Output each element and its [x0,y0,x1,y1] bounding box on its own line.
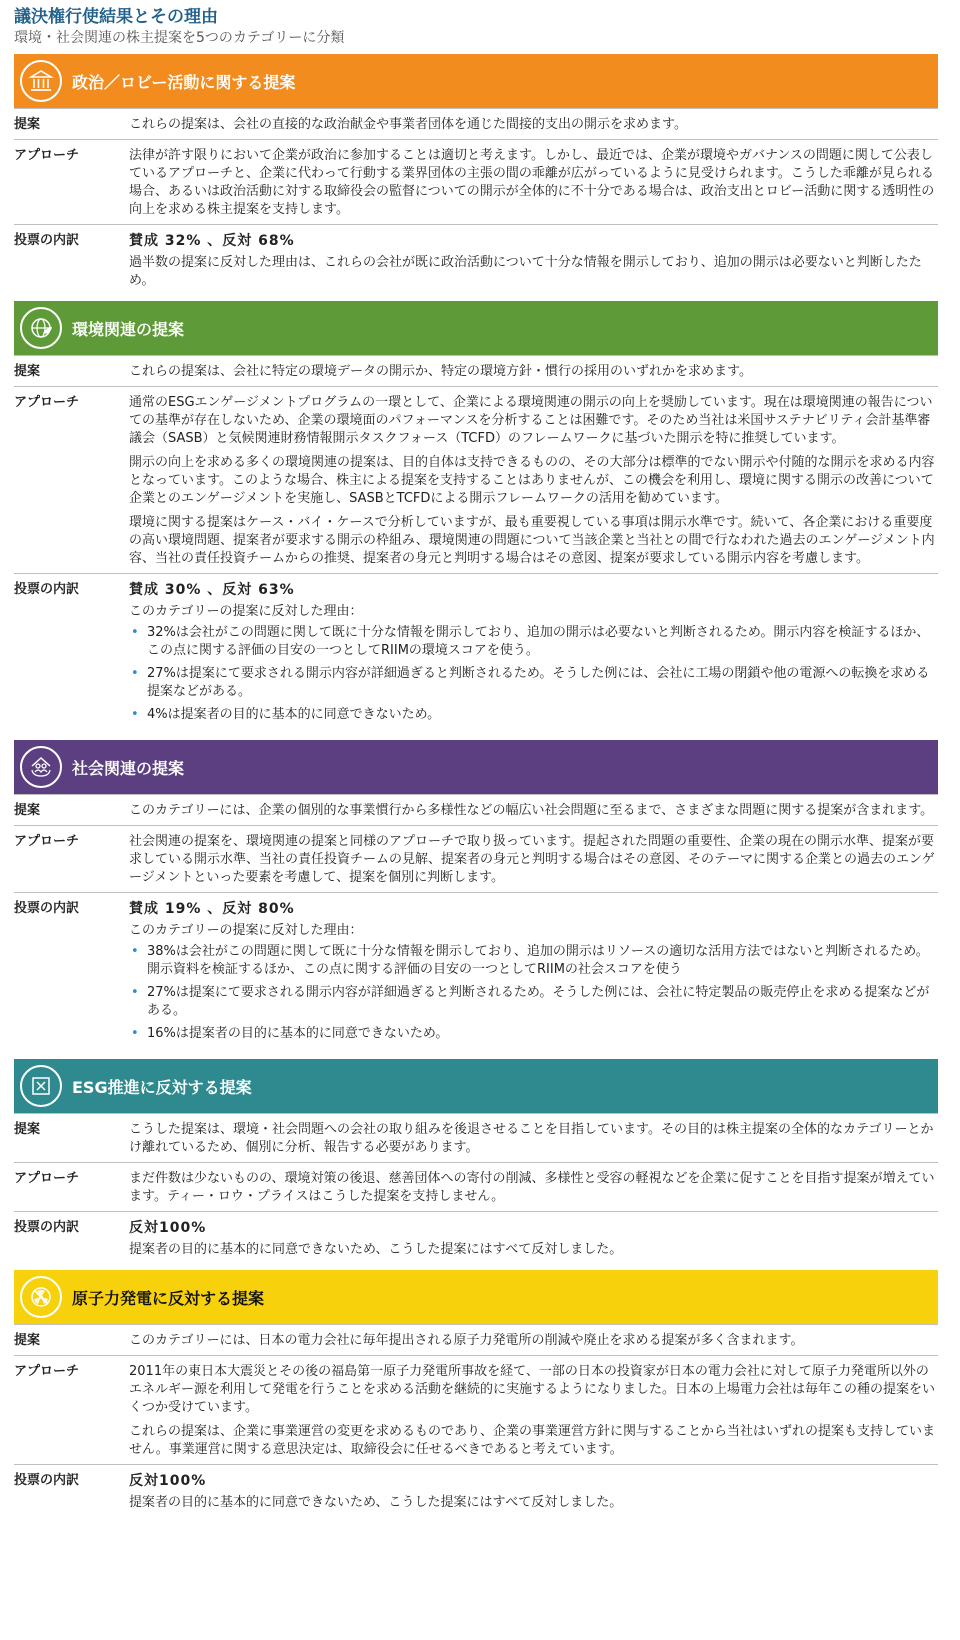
breakdown-label: 投票の内訳 [14,901,80,916]
approach-paragraph: これらの提案は、企業に事業運営の変更を求めるものであり、企業の事業運営方針に関与することから当社はいずれの提案も支持していません。事業運営に関する意思決定は、取締役会に任せるべきであると考えています。 [129,1424,936,1457]
breakdown-text [129,898,938,1048]
approach-text [129,831,938,887]
approach-label: アプローチ [14,148,80,163]
building-columns-icon [20,60,62,102]
proposal-text: これらの提案は、会社の直接的な政治献金や事業者団体を通じた間接的支出の開示を求めます。 [129,117,687,132]
approach-row [14,1356,938,1465]
vote-result: 反対100% [129,1473,207,1489]
approach-paragraph: 通常のESGエンゲージメントプログラムの一環として、企業による環境関連の開示の向上を奨励しています。現在は環境関連の報告についての基準が存在しないため、企業の環境面のパフォーマンスを分析することは困難です。そのため当社は米国サステナビリティ会計基準審議会（SASB）と気候関連財務情報開示タスクフォース（TCFD）のフレームワークに基づいた開示を特に推奨しています。 [129,395,933,446]
proposal-label: 提案 [14,1122,41,1137]
approach-label: アプローチ [14,1364,80,1379]
proposal-row [14,794,938,826]
approach-paragraph: 環境に関する提案はケース・バイ・ケースで分析していますが、最も重要視している事項は開示水準です。続いて、各企業における重要度の高い環境問題、提案者が要求する開示の枠組み、環境関連の問題について当該企業と当社との間で行なわれた過去のエンゲージメント内容、当社の責任投資チームからの推奨、提案者の身元と判明する場合はその意図、提案が要求している開示内容を考慮します。 [129,515,935,566]
proposal-row [14,1324,938,1356]
category-section [14,740,938,1053]
reason-list [129,943,938,1043]
reason-list-item: • 38%は会社がこの問題に関して既に十分な情報を開示しており、追加の開示はリソースの適切な活用方法ではないと判断されるため。開示資料を検証するほか、この点に関する評価の目安の一つとしてRIIMの社会スコアを使う [129,943,938,979]
approach-label: アプローチ [14,395,80,410]
proposal-row [14,355,938,387]
category-header [14,740,938,794]
category-section [14,1059,938,1264]
vote-breakdown-row [14,225,938,295]
proposal-label: 提案 [14,364,41,379]
breakdown-label: 投票の内訳 [14,233,80,248]
proposal-text: こうした提案は、環境・社会問題への会社の取り組みを後退させることを目指しています。その目的は株主提案の全体的なカテゴリーとかけ離れているため、個別に分析、報告する必要があります。 [129,1122,934,1155]
proposal-label: 提案 [14,117,41,132]
approach-row [14,140,938,225]
breakdown-text [129,1470,938,1512]
proposal-label: 提案 [14,1333,41,1348]
vote-reason: 提案者の目的に基本的に同意できないため、こうした提案にはすべて反対しました。 [129,1495,623,1510]
approach-label: アプローチ [14,1171,80,1186]
page-subtitle: 環境・社会関連の株主提案を5つのカテゴリーに分類 [14,30,345,46]
approach-label: アプローチ [14,834,80,849]
vote-reason: このカテゴリーの提案に反対した理由： [129,604,363,619]
vote-result: 反対100% [129,1220,207,1236]
approach-paragraph: 社会関連の提案を、環境関連の提案と同様のアプローチで取り扱っています。提起された問題の重要性、企業の現在の開示水準、提案が要求している開示水準、当社の責任投資チームの見解、提案者の身元と判明する場合はその意図、そのテーマに関する企業との過去のエンゲージメントといった要素を考慮して、提案を個別に判断します。 [129,834,935,885]
category-header [14,301,938,355]
vote-reason: 提案者の目的に基本的に同意できないため、こうした提案にはすべて反対しました。 [129,1242,623,1257]
vote-reason: 過半数の提案に反対した理由は、これらの会社が既に政治活動について十分な情報を開示しており、追加の開示は必要ないと判断したため。 [129,255,922,288]
breakdown-text [129,230,938,290]
approach-text [129,145,938,219]
reason-list-item: • 16%は提案者の目的に基本的に同意できないため。 [129,1025,938,1043]
breakdown-text [129,579,938,729]
x-box-icon [20,1065,62,1107]
approach-paragraph: まだ件数は少ないものの、環境対策の後退、慈善団体への寄付の削減、多様性と受容の軽視などを企業に促すことを目指す提案が増えています。ティー・ロウ・プライスはこうした提案を支持しません。 [129,1171,935,1204]
category-title: 政治／ロビー活動に関する提案 [72,72,296,92]
breakdown-label: 投票の内訳 [14,582,80,597]
category-header [14,1270,938,1324]
page-title: 議決権行使結果とその理由 [14,7,218,27]
category-header [14,54,938,108]
vote-breakdown-row [14,893,938,1053]
vote-result: 賛成 19% 、反対 80% [129,901,295,917]
reason-list-item: • 4%は提案者の目的に基本的に同意できないため。 [129,706,938,724]
vote-result: 賛成 32% 、反対 68% [129,233,295,249]
approach-row [14,826,938,893]
reason-list [129,624,938,724]
people-hands-icon [20,746,62,788]
approach-paragraph: 2011年の東日本大震災とその後の福島第一原子力発電所事故を経て、一部の日本の投資家が日本の電力会社に対して原子力発電所以外のエネルギー源を利用して発電を行うことを求める活動を継続的に実施するようになりました。日本の上場電力会社は毎年この種の提案をいくつか受けています。 [129,1364,936,1415]
approach-text [129,1361,938,1459]
category-section [14,301,938,734]
approach-text [129,1168,938,1206]
breakdown-label: 投票の内訳 [14,1220,80,1235]
vote-breakdown-row [14,574,938,734]
approach-paragraph: 法律が許す限りにおいて企業が政治に参加することは適切と考えます。しかし、最近では、企業が環境やガバナンスの問題に関して公表しているアプローチと、企業に代わって行動する業界団体の主張の間の乖離が広がっているように見受けられます。こうした乖離が見られる場合、あるいは政治活動に対する取締役会の監督についての開示が全体的に不十分である場合は、政治支出とロビー活動に関する透明性の向上を求める株主提案を支持します。 [129,148,935,217]
category-title: 原子力発電に反対する提案 [72,1288,265,1308]
vote-breakdown-row [14,1212,938,1264]
proposal-text: このカテゴリーには、日本の電力会社に毎年提出される原子力発電所の削減や廃止を求める提案が多く含まれます。 [129,1333,804,1348]
category-header [14,1059,938,1113]
approach-text [129,392,938,568]
category-section [14,54,938,295]
category-title: 環境関連の提案 [72,319,185,339]
proposal-row [14,108,938,140]
breakdown-label: 投票の内訳 [14,1473,80,1488]
sections-container [14,54,938,1517]
category-title: ESG推進に反対する提案 [72,1077,252,1097]
globe-leaf-icon [20,307,62,349]
reason-list-item: • 32%は会社がこの問題に関して既に十分な情報を開示しており、追加の開示は必要ないと判断されるため。開示内容を検証するほか、この点に関する評価の目安の一つとしてRIIMの環境スコアを使う。 [129,624,938,660]
reason-list-item: • 27%は提案にて要求される開示内容が詳細過ぎると判断されるため。そうした例には、会社に工場の閉鎖や他の電源への転換を求める提案などがある。 [129,665,938,701]
proposal-text: このカテゴリーには、企業の個別的な事業慣行から多様性などの幅広い社会問題に至るまで、さまざまな問題に関する提案が含まれます。 [129,803,934,818]
reason-list-item: • 27%は提案にて要求される開示内容が詳細過ぎると判断されるため。そうした例には、会社に特定製品の販売停止を求める提案などがある。 [129,984,938,1020]
vote-reason: このカテゴリーの提案に反対した理由： [129,923,363,938]
approach-paragraph: 開示の向上を求める多くの環境関連の提案は、目的自体は支持できるものの、その大部分は標準的でない開示や付随的な開示を求める内容となっています。このような場合、株主による提案を支持することはありませんが、この機会を利用し、環境に関する開示の改善について企業とのエンゲージメントを実施し、SASBとTCFDによる開示フレームワークの活用を勧めています。 [129,455,935,506]
proposal-text: これらの提案は、会社に特定の環境データの開示か、特定の環境方針・慣行の採用のいずれかを求めます。 [129,364,752,379]
proposal-row [14,1113,938,1163]
vote-result: 賛成 30% 、反対 63% [129,582,295,598]
approach-row [14,387,938,574]
breakdown-text [129,1217,938,1259]
vote-breakdown-row [14,1465,938,1517]
proposal-label: 提案 [14,803,41,818]
category-title: 社会関連の提案 [72,758,185,778]
no-nuclear-icon [20,1276,62,1318]
approach-row [14,1163,938,1212]
category-section [14,1270,938,1517]
